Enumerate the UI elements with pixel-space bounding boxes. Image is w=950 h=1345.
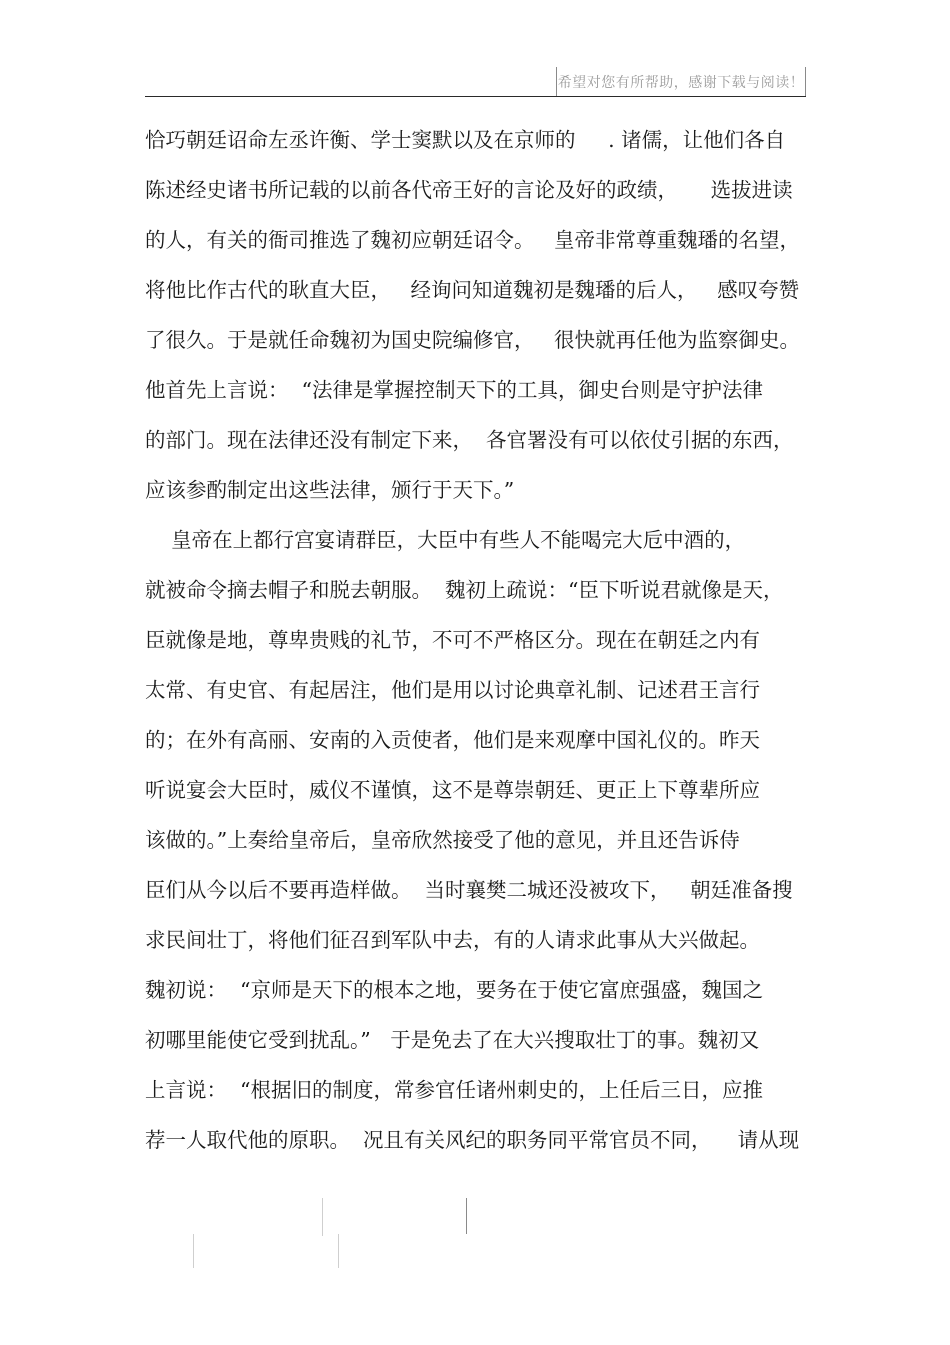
text-line: 求民间壮丁，将他们征召到军队中去，有的人请求此事从大兴做起。 (145, 928, 760, 952)
page-artifact-line (338, 1234, 339, 1268)
text-line: 太常、有史官、有起居注，他们是用以讨论典章礼制、记述君王言行 (145, 678, 760, 702)
page-artifact-line (466, 1198, 467, 1234)
text-line: 他首先上言说： “法律是掌握控制天下的工具，御史台则是守护法律 (145, 378, 764, 402)
text-line: 的人，有关的衙司推选了魏初应朝廷诏令。 皇帝非常尊重魏璠的名望， (145, 228, 801, 252)
text-line: 就被命令摘去帽子和脱去朝服。 魏初上疏说：“臣下听说君就像是天， (145, 578, 784, 602)
text-line: 初哪里能使它受到扰乱。” 于是免去了在大兴搜取壮丁的事。魏初又 (145, 1028, 760, 1052)
text-line: 魏初说： “京师是天下的根本之地，要务在于使它富庶强盛，魏国之 (145, 978, 764, 1002)
text-line: 上言说： “根据旧的制度，常参官任诸州刺史的，上任后三日，应推 (145, 1078, 764, 1102)
text-line: 臣们从今以后不要再造样做。 当时襄樊二城还没被攻下， 朝廷准备搜 (145, 878, 793, 902)
text-line: 该做的。”上奏给皇帝后，皇帝欣然接受了他的意见，并且还告诉侍 (145, 828, 740, 852)
text-line: 的部门。现在法律还没有制定下来， 各官署没有可以依仗引据的东西， (145, 428, 794, 452)
text-line: 应该参酌制定出这些法律，颁行于天下。” (145, 478, 515, 502)
text-line: 荐一人取代他的原职。 况且有关风纪的职务同平常官员不同， 请从现 (145, 1128, 800, 1152)
page-artifact-line (193, 1234, 194, 1268)
text-line: 了很久。于是就任命魏初为国史院编修官， 很快就再任他为监察御史。 (145, 328, 801, 352)
header-banner-text: 希望对您有所帮助，感谢下载与阅读！ (557, 75, 805, 91)
text-line: 陈述经史诸书所记载的以前各代帝王好的言论及好的政绩， 选拔进读 (145, 178, 793, 202)
page-artifact-line (322, 1198, 323, 1236)
header-banner (556, 67, 806, 97)
document-body (145, 115, 805, 1165)
header-divider (145, 96, 806, 97)
text-line: 的；在外有高丽、安南的入贡使者，他们是来观摩中国礼仪的。昨天 (145, 728, 760, 752)
text-line: 恰巧朝廷诏命左丞许衡、学士窦默以及在京师的 . 诸儒，让他们各自 (145, 128, 786, 152)
text-line: 皇帝在上都行宫宴请群臣，大臣中有些人不能喝完大卮中酒的， (145, 528, 746, 552)
text-line: 臣就像是地，尊卑贵贱的礼节，不可不严格区分。现在在朝廷之内有 (145, 628, 760, 652)
text-line: 将他比作古代的耿直大臣， 经询问知道魏初是魏璠的后人， 感叹夸赞 (145, 278, 800, 302)
text-line: 听说宴会大臣时，威仪不谨慎，这不是尊崇朝廷、更正上下尊辈所应 (145, 778, 760, 802)
